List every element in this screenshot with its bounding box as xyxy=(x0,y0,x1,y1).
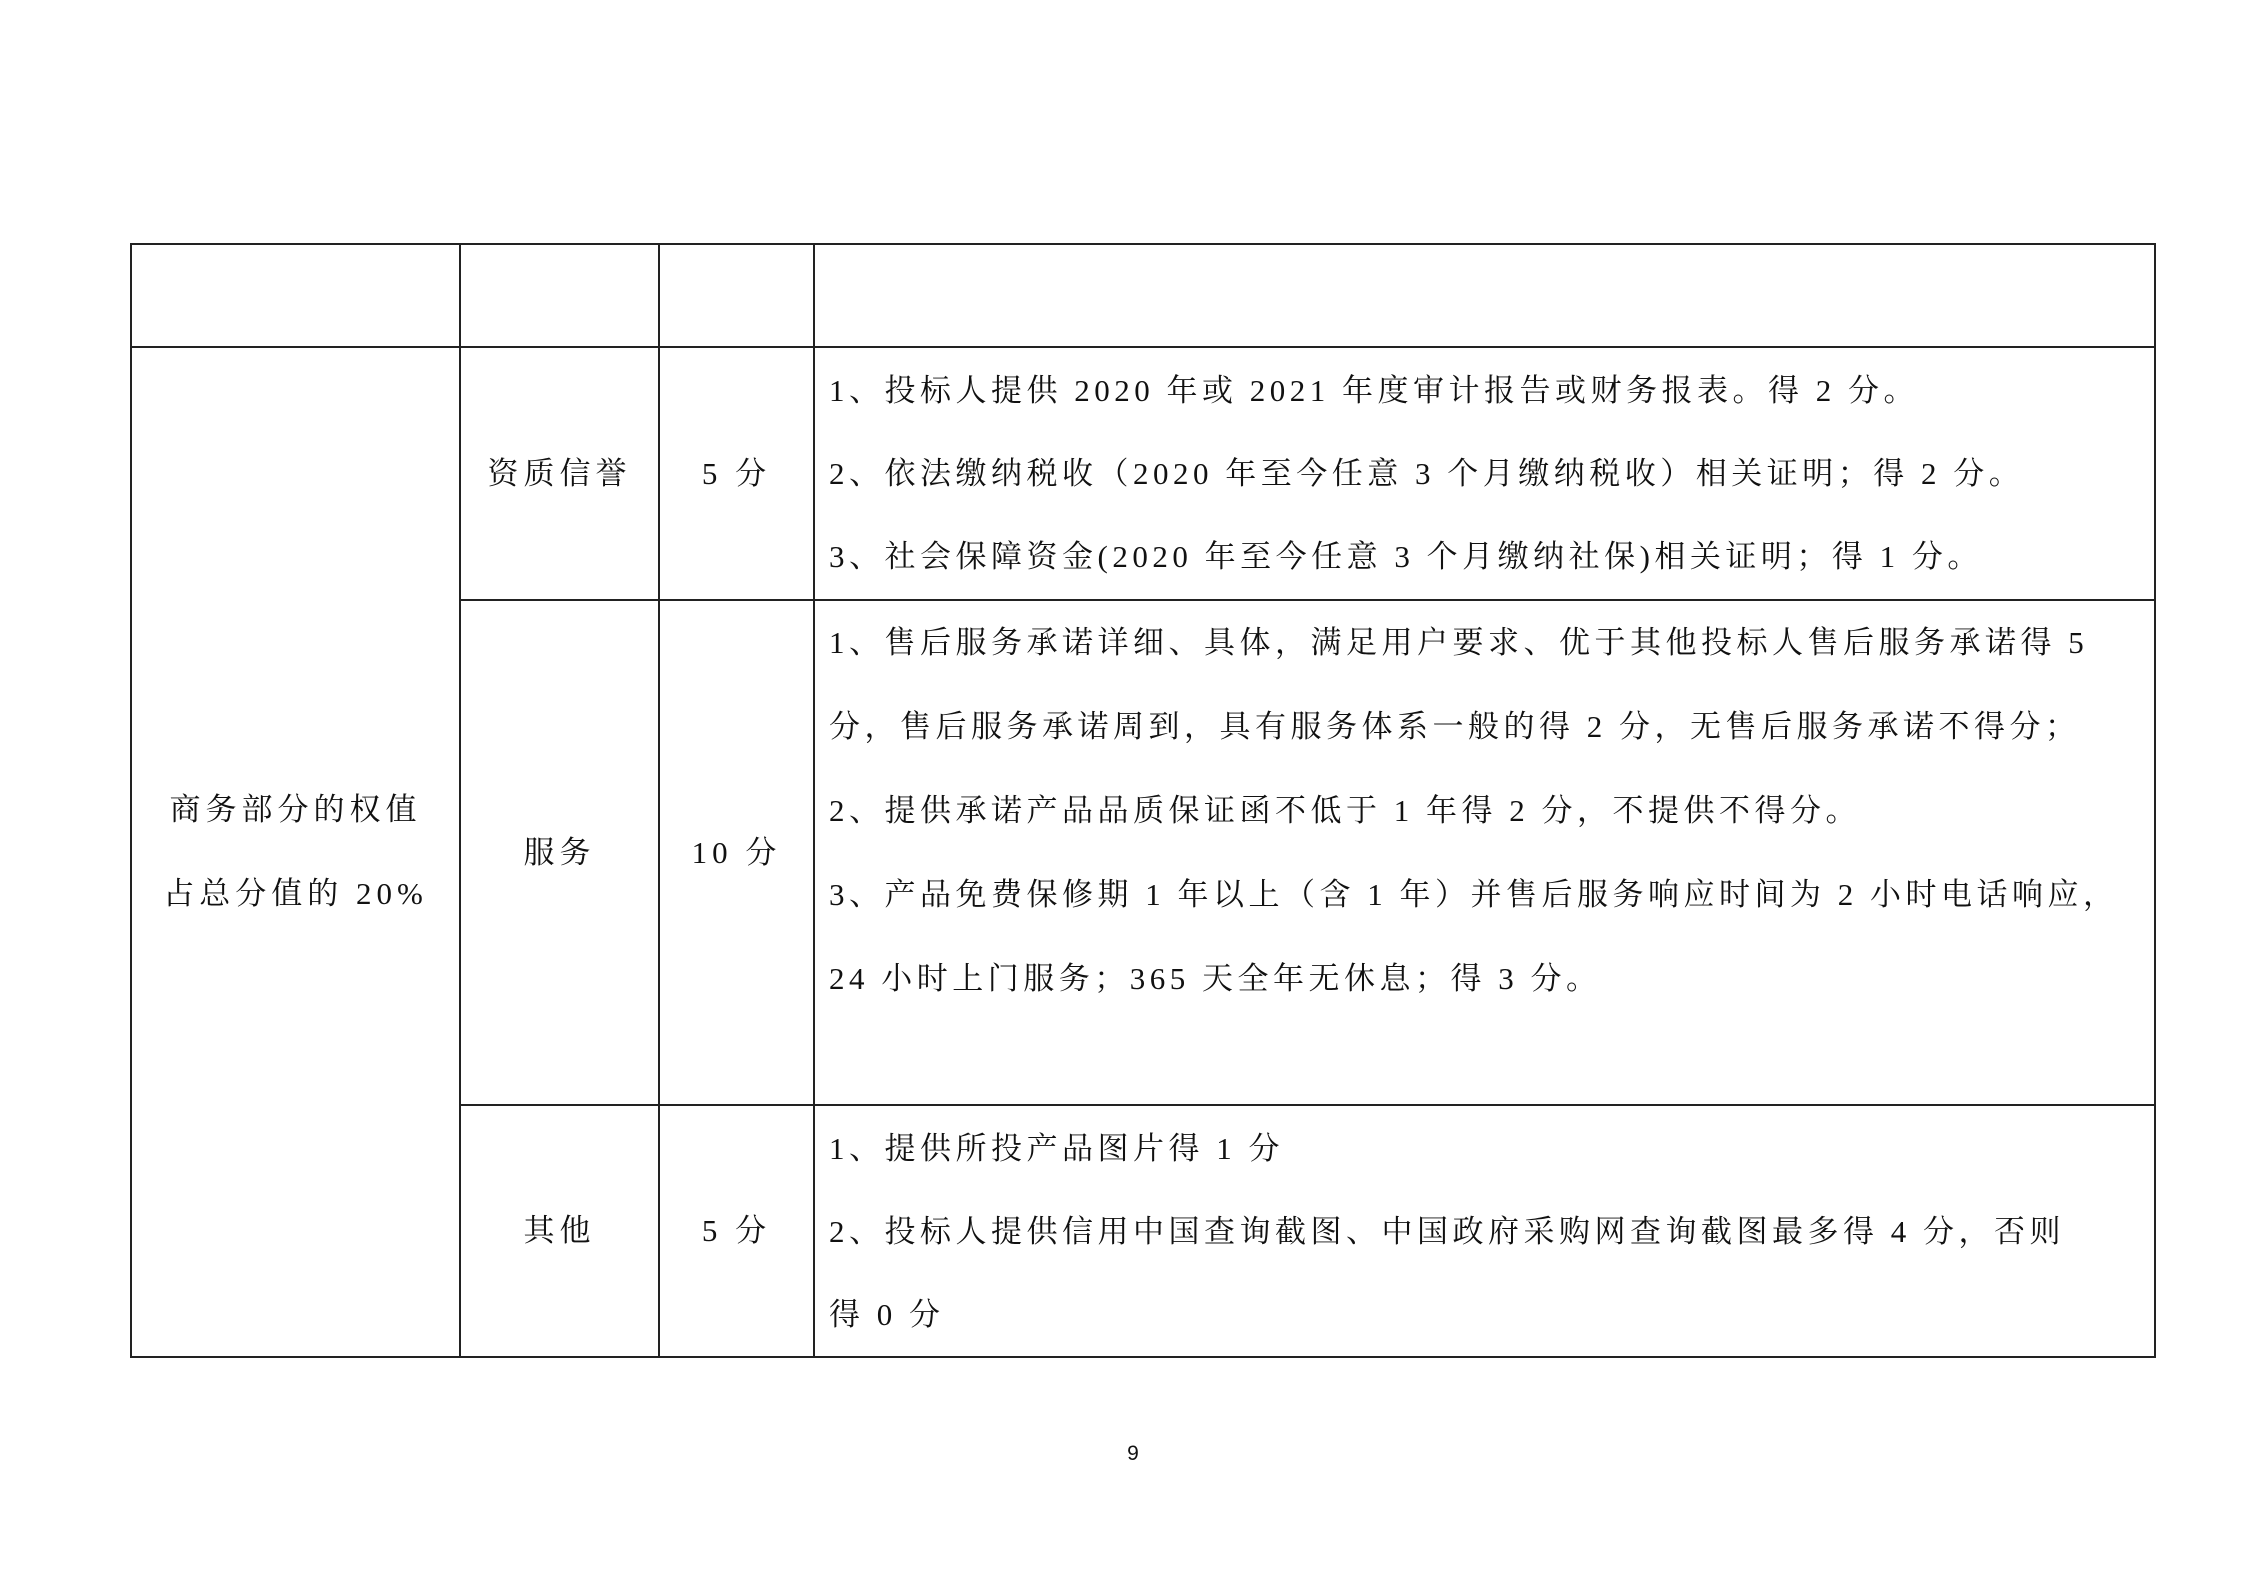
header-cell-category xyxy=(132,245,461,348)
score-cell-qualification xyxy=(660,348,815,601)
criteria-cell-other xyxy=(815,1106,2156,1358)
criteria-line: 2、提供承诺产品品质保证函不低于 1 年得 2 分，不提供不得分。 xyxy=(829,793,1861,828)
category-line: 商务部分的权值 xyxy=(169,792,422,827)
item-label: 资质信誉 xyxy=(487,455,632,491)
criteria-line: 分，售后服务承诺周到，具有服务体系一般的得 2 分，无售后服务承诺不得分； xyxy=(829,709,2081,744)
score-label: 10 分 xyxy=(691,834,782,870)
criteria-line: 2、投标人提供信用中国查询截图、中国政府采购网查询截图最多得 4 分，否则 xyxy=(829,1213,2065,1249)
item-label: 服务 xyxy=(523,834,596,870)
score-cell-service xyxy=(660,601,815,1106)
page-number: 9 xyxy=(1127,1442,1139,1465)
header-cell-score xyxy=(660,245,815,348)
criteria-line: 得 0 分 xyxy=(829,1296,945,1332)
category-cell xyxy=(132,348,461,1358)
header-cell-criteria xyxy=(815,245,2156,348)
score-label: 5 分 xyxy=(701,455,772,491)
criteria-cell-qualification xyxy=(815,348,2156,601)
criteria-cell-service xyxy=(815,601,2156,1106)
item-cell-service xyxy=(461,601,660,1106)
criteria-line: 2、依法缴纳税收（2020 年至今任意 3 个月缴纳税收）相关证明；得 2 分。 xyxy=(829,456,2025,491)
criteria-line: 1、提供所投产品图片得 1 分 xyxy=(829,1130,1284,1166)
criteria-line: 1、售后服务承诺详细、具体，满足用户要求、优于其他投标人售后服务承诺得 5 xyxy=(829,625,2089,660)
criteria-line: 3、社会保障资金(2020 年至今任意 3 个月缴纳社保)相关证明；得 1 分。 xyxy=(829,539,1983,574)
score-cell-other xyxy=(660,1106,815,1358)
item-cell-qualification xyxy=(461,348,660,601)
item-label: 其他 xyxy=(523,1213,596,1248)
criteria-line: 24 小时上门服务；365 天全年无休息；得 3 分。 xyxy=(829,961,1602,996)
category-line: 占总分值的 20% xyxy=(163,876,428,911)
item-cell-other xyxy=(461,1106,660,1358)
criteria-line: 1、投标人提供 2020 年或 2021 年度审计报告或财务报表。得 2 分。 xyxy=(829,373,1919,408)
scoring-table xyxy=(130,243,2156,1358)
criteria-line: 3、产品免费保修期 1 年以上（含 1 年）并售后服务响应时间为 2 小时电话响应， xyxy=(829,877,2119,912)
header-cell-item xyxy=(461,245,660,348)
score-label: 5 分 xyxy=(701,1213,772,1248)
